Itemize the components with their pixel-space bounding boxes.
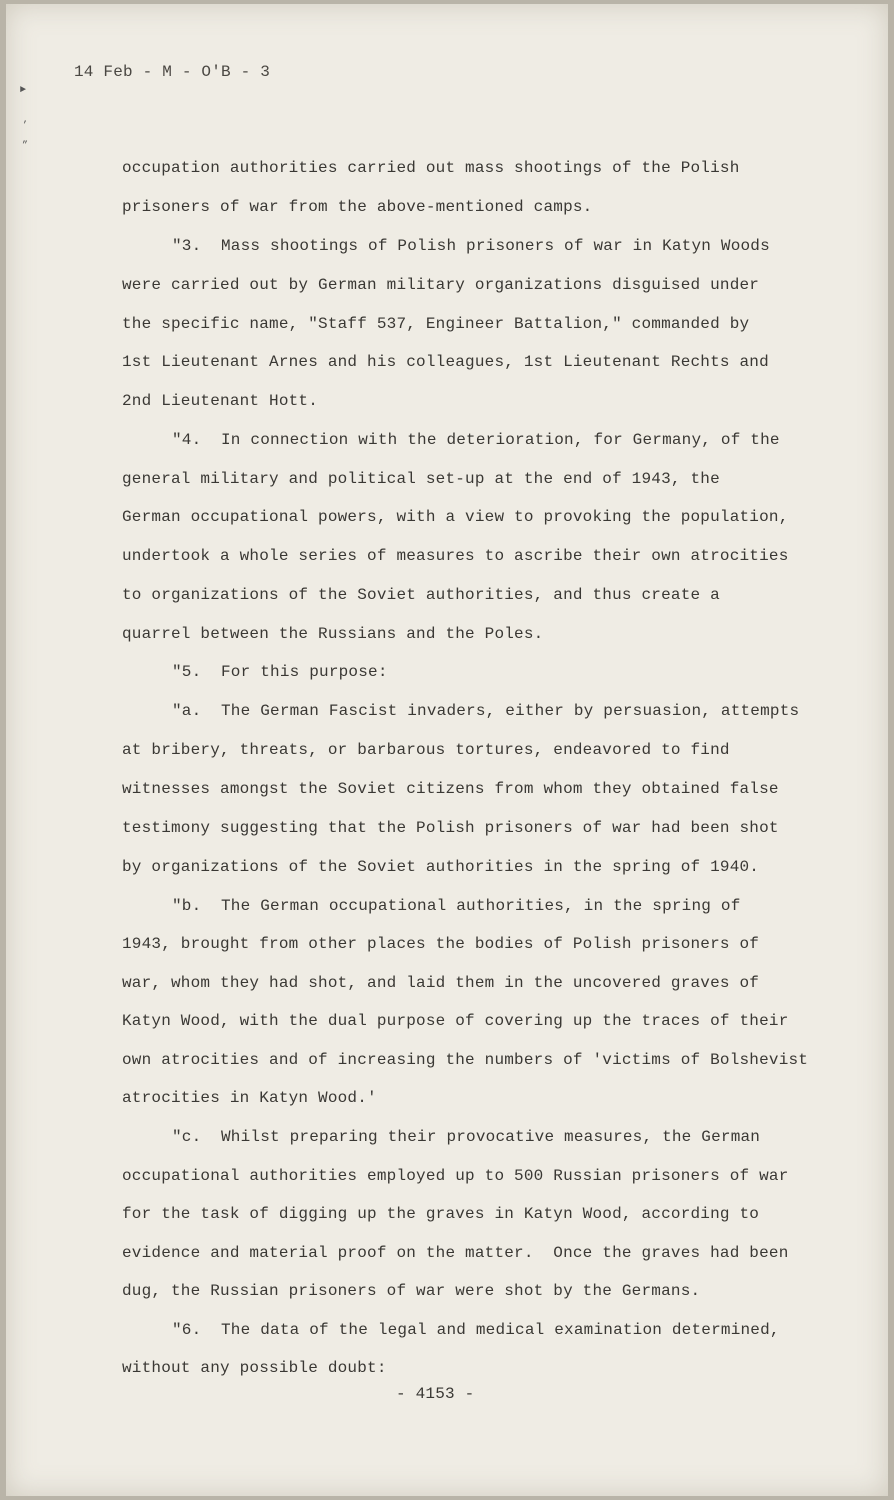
paragraph-start-3: "3. Mass shootings of Polish prisoners of war in Katyn Woods	[172, 237, 770, 255]
text-line: undertook a whole series of measures to ascribe their own atrocities	[122, 547, 789, 565]
paragraph-start-5: "5. For this purpose:	[172, 663, 388, 681]
text-line: witnesses amongst the Soviet citizens from whom they obtained false	[122, 780, 779, 798]
text-line: 2nd Lieutenant Hott.	[122, 392, 319, 410]
page-header: 14 Feb - M - O'B - 3	[74, 63, 271, 81]
text-line: the specific name, "Staff 537, Engineer Battalion," commanded by	[122, 315, 750, 333]
text-line: German occupational powers, with a view to provoking the population,	[122, 508, 789, 526]
text-line: occupational authorities employed up to 500 Russian prisoners of war	[122, 1167, 789, 1185]
document-page	[6, 4, 888, 1496]
page-number: - 4153 -	[396, 1385, 475, 1403]
paragraph-start-c: "c. Whilst preparing their provocative measures, the German	[172, 1128, 761, 1146]
paragraph-start-4: "4. In connection with the deterioration, for Germany, of the	[172, 431, 780, 449]
text-line: prisoners of war from the above-mentioned camps.	[122, 198, 593, 216]
text-line: 1st Lieutenant Arnes and his colleagues, 1st Lieutenant Rechts and	[122, 353, 769, 371]
text-line: testimony suggesting that the Polish prisoners of war had been shot	[122, 819, 779, 837]
text-line: own atrocities and of increasing the numbers of 'victims of Bolshevist	[122, 1051, 809, 1069]
text-line: general military and political set-up at the end of 1943, the	[122, 470, 720, 488]
paragraph-start-a: "a. The German Fascist invaders, either by persuasion, attempts	[172, 702, 800, 720]
text-line: by organizations of the Soviet authorities in the spring of 1940.	[122, 858, 760, 876]
text-line: 1943, brought from other places the bodies of Polish prisoners of	[122, 935, 760, 953]
text-line: occupation authorities carried out mass shootings of the Polish	[122, 159, 740, 177]
text-line: quarrel between the Russians and the Poles.	[122, 625, 544, 643]
paragraph-start-6: "6. The data of the legal and medical examination determined,	[172, 1321, 780, 1339]
paragraph-start-b: "b. The German occupational authorities, in the spring of	[172, 897, 741, 915]
text-line: for the task of digging up the graves in Katyn Wood, according to	[122, 1205, 760, 1223]
margin-mark: ’	[22, 121, 29, 132]
text-line: were carried out by German military organizations disguised under	[122, 276, 760, 294]
text-line: atrocities in Katyn Wood.'	[122, 1089, 377, 1107]
margin-mark: ►	[20, 85, 27, 96]
text-line: Katyn Wood, with the dual purpose of covering up the traces of their	[122, 1012, 789, 1030]
text-line: without any possible doubt:	[122, 1359, 387, 1377]
text-line: war, whom they had shot, and laid them in the uncovered graves of	[122, 974, 760, 992]
text-line: evidence and material proof on the matter. Once the graves had been	[122, 1244, 789, 1262]
text-line: to organizations of the Soviet authorities, and thus create a	[122, 586, 720, 604]
text-line: at bribery, threats, or barbarous tortures, endeavored to find	[122, 741, 730, 759]
margin-mark: ”	[22, 141, 29, 152]
text-line: dug, the Russian prisoners of war were shot by the Germans.	[122, 1282, 701, 1300]
